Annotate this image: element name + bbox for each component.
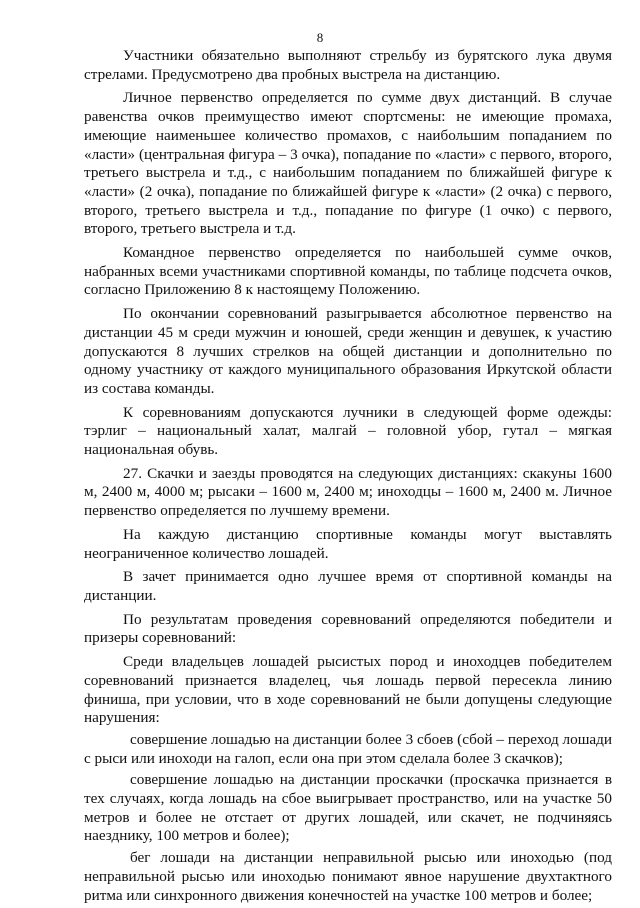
paragraph-team-ranking: Командное первенство определяется по наибольшей сумме очков, набранных всеми участниками спортивной команды, по таблице подсчета очков, согласно Приложению 8 к настоящему Положению.	[84, 244, 612, 299]
paragraph-absolute-championship: По окончании соревнований разыгрывается абсолютное первенство на дистанции 45 м среди мужчин и юношей, среди женщин и девушек, к участию допускаются 8 лучших стрелков на общей дистанции и дополнительно по одному участнику от каждого муниципального образования Иркутской области из состава команды.	[84, 305, 612, 397]
paragraph-best-time-counted: В зачет принимается одно лучшее время от спортивной команды на дистанции.	[84, 568, 612, 604]
paragraph-unlimited-horses: На каждую дистанцию спортивные команды могут выставлять неограниченное количество лошадей.	[84, 525, 612, 562]
paragraph-winners-determined: По результатам проведения соревнований определяются победители и призеры соревнований:	[84, 610, 612, 647]
violation-item-gallop-gain: совершение лошадью на дистанции проскачки (проскачка признается в тех случаях, когда лошадь на сбое выигрывает пространство, или на участке 50 метров и более не отстает от других лошадей, или скачет, не подчиняясь наезднику, 100 метров и более);	[84, 771, 612, 845]
paragraph-personal-ranking-archery: Личное первенство определяется по сумме двух дистанций. В случае равенства очков преимущество имеют спортсмены: не имеющие промаха, имеющие наименьшее количество промахов, с наибольшим попаданием по «ласти» (центральная фигура – 3 очка), попадание по «ласти» с первого, второго, третьего выстрела и т.д., с наибольшим попаданием по ближайшей фигуре к «ласти» (2 очка), попадание по ближайшей фигуре к «ласти» (2 очка) с первого, второго, третьего выстрела и т.д., попадание по фигуре (1 очко) с первого, второго, третьего выстрела и т.д.	[84, 89, 612, 238]
violation-item-breaks: совершение лошадью на дистанции более 3 сбоев (сбой – переход лошади с рыси или иноходи на галоп, если она при этом сделала более 3 скачков);	[84, 730, 612, 767]
document-body	[84, 47, 612, 908]
page-number: 8	[316, 30, 324, 45]
violation-item-wrong-gait: бег лошади на дистанции неправильной рысью или иноходью (под неправильной рысью или иноходью понимают явное нарушение двухтактного ритма или синхронного движения конечностей на участке 100 метров и более;	[84, 849, 612, 904]
paragraph-archer-attire: К соревнованиям допускаются лучники в следующей форме одежды: тэрлиг – национальный халат, малгай – головной убор, гутал – мягкая национальная обувь.	[84, 403, 612, 459]
paragraph-archers-shooting: Участники обязательно выполняют стрельбу из бурятского лука двумя стрелами. Предусмотрено два пробных выстрела на дистанцию.	[84, 47, 612, 83]
paragraph-horse-race-distances: 27. Скачки и заезды проводятся на следующих дистанциях: скакуны 1600 м, 2400 м, 4000 м; рысаки – 1600 м, 2400 м; иноходцы – 1600 м, 2400 м. Личное первенство определяется по лучшему времени.	[84, 464, 612, 520]
paragraph-trotters-winner: Среди владельцев лошадей рысистых пород и иноходцев победителем соревнований признается владелец, чья лошадь первой пересекла линию финиша, при условии, что в ходе соревнований не были допущены следующие нарушения:	[84, 653, 612, 727]
